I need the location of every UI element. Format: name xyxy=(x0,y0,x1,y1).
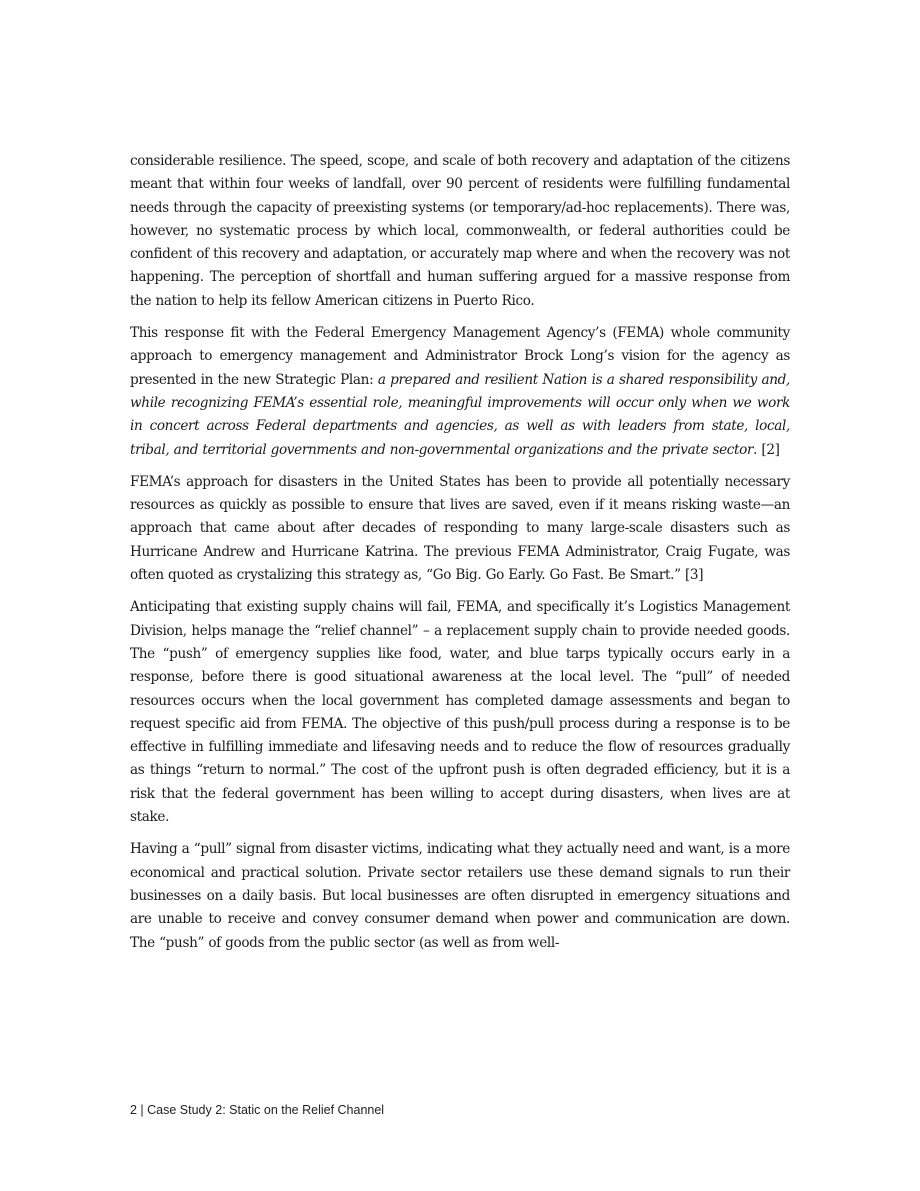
paragraph-5: Having a “pull” signal from disaster victims, indicating what they actually need and want, is a more economical and practical solution. Private sector retailers use these demand signals to run their businesses on a daily basis. But local businesses are often disrupted in emergency situations and are unable to receive and convey consumer demand when power and communication are down. The “push” of goods from the public sector (as well as from well- xyxy=(130,841,790,951)
paragraph-2-tail: . [2] xyxy=(753,441,780,458)
paragraph-2 xyxy=(130,322,790,462)
page-footer: 2 | Case Study 2: Static on the Relief Channel xyxy=(130,1103,385,1117)
paragraph-1: considerable resilience. The speed, scope, and scale of both recovery and adaptation of the citizens meant that within four weeks of landfall, over 90 percent of residents were fulfilling fundamental needs through the capacity of preexisting systems (or temporary/ad-hoc replacements). There was, however, no systematic process by which local, commonwealth, or federal authorities could be confident of this recovery and adaptation, or accurately map where and when the recovery was not happening. The perception of shortfall and human suffering argued for a massive response from the nation to help its fellow American citizens in Puerto Rico. xyxy=(130,153,790,309)
body-text xyxy=(130,150,790,964)
strategic-plan-quote: a prepared and resilient Nation is a shared responsibility and, while recognizing FEMA’s essential role, meaningful improvements will occur only when we work in concert across Federal departments and agencies, as well as with leaders from state, local, tribal, and territorial governments and non-governmental organizations and the private sector xyxy=(130,371,790,458)
paragraph-3: FEMA’s approach for disasters in the United States has been to provide all potentially necessary resources as quickly as possible to ensure that lives are saved, even if it means risking waste—an approach that came about after decades of responding to many large-scale disasters such as Hurricane Andrew and Hurricane Katrina. The previous FEMA Administrator, Craig Fugate, was often quoted as crystalizing this strategy as, “Go Big. Go Early. Go Fast. Be Smart.” [3] xyxy=(130,473,790,584)
paragraph-2-lead: This response fit with the Federal Emergency Management Agency’s (FEMA) whole community approach to emergency management and Administrator Brock Long’s vision for the agency as presented in the new Strategic Plan: xyxy=(130,325,790,388)
paragraph-4: Anticipating that existing supply chains will fail, FEMA, and specifically it’s Logistics Management Division, helps manage the “relief channel” – a replacement supply chain to provide needed goods. The “push” of emergency supplies like food, water, and blue tarps typically occurs early in a response, before there is good situational awareness at the local level. The “pull” of needed resources occurs when the local government has completed damage assessments and began to request specific aid from FEMA. The objective of this push/pull process during a response is to be effective in fulfilling immediate and lifesaving needs and to reduce the flow of resources gradually as things “return to normal.” The cost of the upfront push is often degraded efficiency, but it is a risk that the federal government has been willing to accept during disasters, when lives are at stake. xyxy=(130,599,790,826)
